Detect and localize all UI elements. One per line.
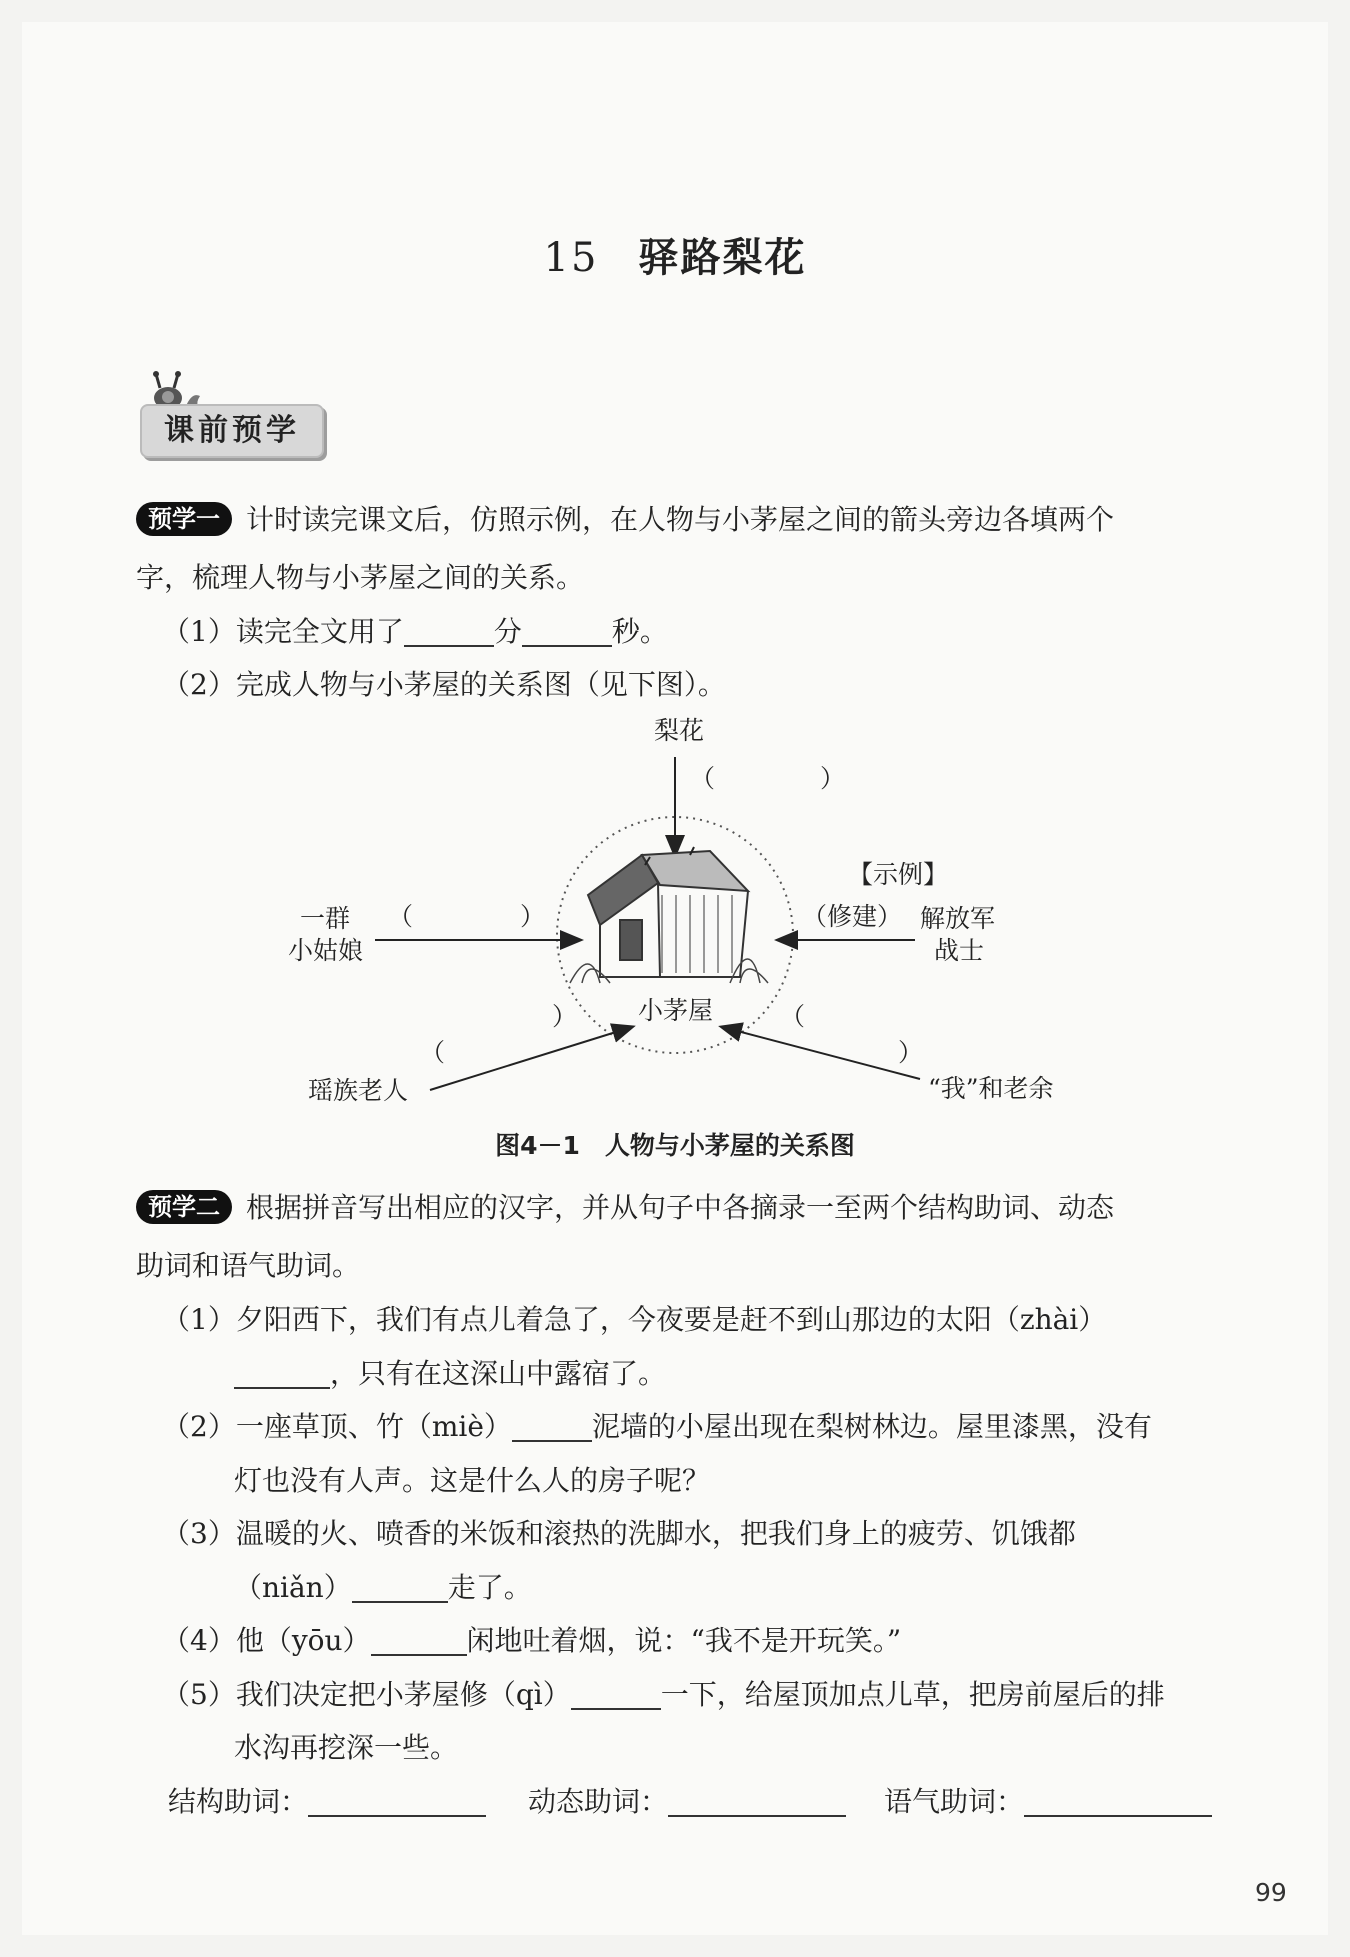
modal-answer-blank[interactable] [1024,1785,1212,1817]
label-soldiers-line2: 战士 [934,936,985,965]
answer-modal: 语气助词： [884,1782,1212,1822]
arrow-bottom-right [722,1027,920,1079]
task1-line1 [136,500,1114,540]
thatched-hut-icon [570,847,768,983]
task2-item5-b: 水沟再挖深一些。 [234,1731,459,1764]
seconds-blank[interactable] [522,615,612,647]
minutes-blank[interactable] [404,615,494,647]
you-blank[interactable] [371,1624,467,1656]
task1-q1: （1）读完全文用了 分 秒。 [162,615,668,648]
label-girls-line1: 一群 [300,904,351,933]
task2-item1-a: （1）夕阳西下，我们有点儿着急了，今夜要是赶不到山那边的太阳（zhài） [162,1303,1107,1336]
blank-left-close: ） [520,902,546,931]
zhai-blank[interactable] [234,1357,330,1389]
task1-q2: （2）完成人物与小茅屋的关系图（见下图）。 [162,668,726,701]
task2-item3-b: （niǎn） 走了。 [234,1571,532,1604]
task2-item2-b: 灯也没有人声。这是什么人的房子呢？ [234,1464,711,1497]
task2-line2: 助词和语气助词。 [136,1249,361,1282]
blank-bl-close: ） [552,1002,578,1031]
structural-answer-blank[interactable] [308,1785,486,1817]
qi-blank[interactable] [571,1678,661,1710]
answer-structural: 结构助词： [168,1782,486,1822]
label-yao-elder: 瑶族老人 [308,1076,409,1105]
blank-top-open: （ [690,764,716,793]
arrow-bottom-left [430,1027,632,1090]
task2-item1-b: ，只有在这深山中露宿了。 [234,1354,666,1394]
task2-text1: 根据拼音写出相应的汉字，并从句子中各摘录一至两个结构助词、动态 [246,1191,1115,1224]
lesson-title: 驿路梨花 [638,234,807,281]
blank-br-open: （ [780,1002,806,1031]
relation-diagram [270,715,1120,1145]
label-pear-blossom: 梨花 [654,716,705,745]
blank-br-close: ） [898,1038,924,1067]
figure-caption: 图4－1 人物与小茅屋的关系图 [495,1131,855,1160]
task1-text1: 计时读完课文后，仿照示例，在人物与小茅屋之间的箭头旁边各填两个 [246,503,1115,536]
nian-blank[interactable] [352,1571,448,1603]
answer-aspect: 动态助词： [528,1782,846,1822]
blank-top-close: ） [820,764,846,793]
label-hut: 小茅屋 [638,996,714,1025]
blank-left-open: （ [388,902,414,931]
task2-item3-a: （3）温暖的火、喷香的米饭和滚热的洗脚水，把我们身上的疲劳、饥饿都 [162,1517,1076,1550]
blank-bl-open: （ [420,1038,446,1067]
task2-line1 [136,1188,1114,1228]
mie-blank[interactable] [512,1410,592,1442]
example-value: （修建） [802,902,903,931]
task2-tag: 预学二 [136,1190,232,1224]
task1-line2: 字，梳理人物与小茅屋之间的关系。 [136,561,585,594]
section-badge [140,370,326,454]
task1-tag: 预学一 [136,502,232,536]
label-girls-line2: 小姑娘 [288,936,364,965]
label-example: 【示例】 [848,860,949,889]
task2-item4: （4）他（yōu） 闲地吐着烟，说：“我不是开玩笑。” [162,1624,902,1657]
page-number: 99 [1255,1878,1287,1907]
lesson-number: 15 [543,235,599,281]
task2-item5-a: （5）我们决定把小茅屋修（qì） 一下，给屋顶加点儿草，把房前屋后的排 [162,1678,1165,1711]
aspect-answer-blank[interactable] [668,1785,846,1817]
task2-item2-a: （2）一座草顶、竹（miè） 泥墙的小屋出现在梨树林边。屋里漆黑，没有 [162,1410,1152,1443]
section-badge-label: 课前预学 [140,404,324,458]
page-title [0,226,1350,283]
label-me-and-laoyu: “我”和老余 [928,1074,1054,1103]
label-soldiers-line1: 解放军 [920,904,996,933]
